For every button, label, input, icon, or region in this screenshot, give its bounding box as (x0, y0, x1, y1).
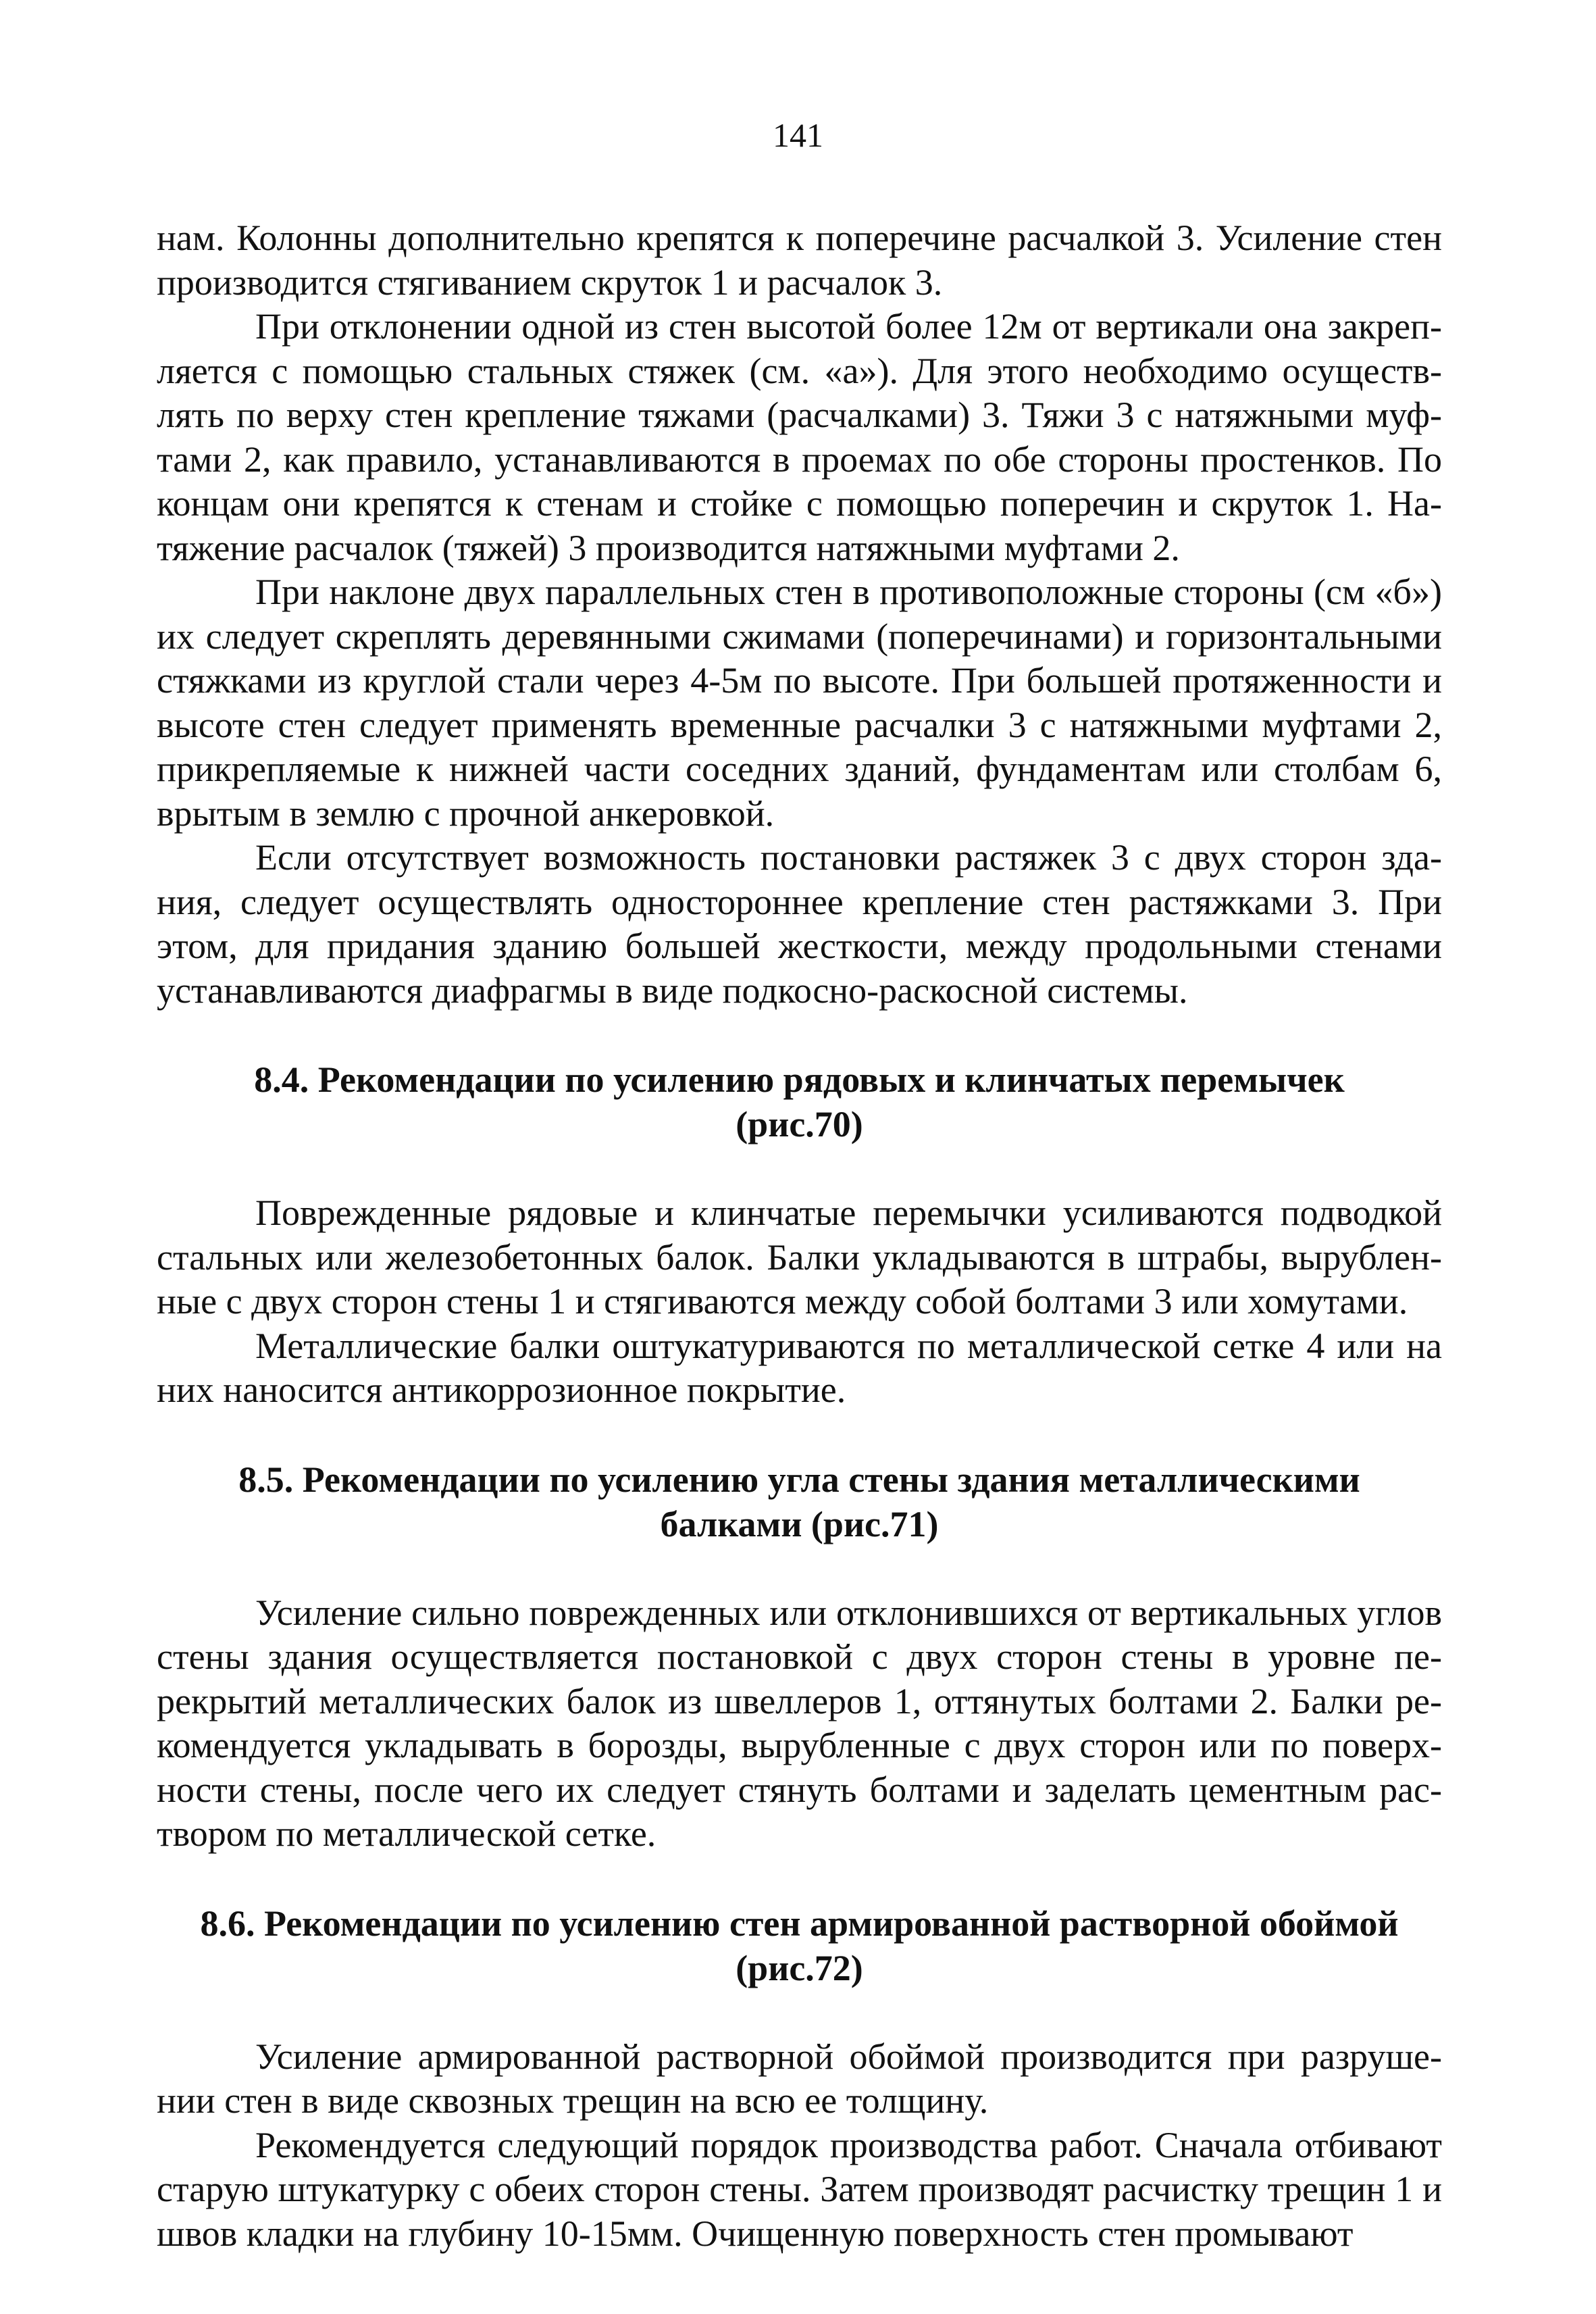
page-content (157, 216, 1442, 2256)
paragraph-lintels-reinforcement: Поврежденные рядовые и клинчатые перемычки усиливаются подводкой стальных или железобетонных балок. Балки укладываются в штрабы, вырубленные с двух сторон стены 1 и стягиваются между собой болтами 3 или хомутами. (157, 1192, 1442, 1322)
section-heading-8-5: 8.5. Рекомендации по усилению угла стены здания металлическими балками (рис.71) (238, 1459, 1360, 1544)
paragraph-work-order: Рекомендуется следующий порядок производства работ. Сначала отбивают старую штукатурку с обеих сторон стены. Затем производят расчистку трещин 1 и швов кладки на глубину 10-15мм. Очищенную поверхность стен промывают (157, 2124, 1442, 2254)
page-number: 141 (773, 116, 823, 154)
section-heading-8-4: 8.4. Рекомендации по усилению рядовых и клинчатых перемычек (рис.70) (254, 1059, 1345, 1145)
paragraph-continuation: нам. Колонны дополнительно крепятся к поперечине расчалкой 3. Усиление стен производится стягиванием скруток 1 и расчалок 3. (157, 218, 1442, 303)
paragraph-parallel-walls: При наклоне двух параллельных стен в противоположные стороны (см «б») их следует скреплять деревянными сжимами (поперечинами) и горизонтальными стяжками из круглой стали через 4-5м по высоте. При большей протяженности и высоте стен следует применять временные расчалки 3 с натяжными муфтами 2, прикрепляемые к нижней части соседних зданий, фундаментам или столбам 6, врытым в землю с прочной анкеровкой. (157, 572, 1442, 834)
paragraph-mortar-jacket: Усиление армированной растворной обоймой производится при разрушении стен в виде сквозных трещин на всю ее толщину. (157, 2036, 1442, 2121)
paragraph-wall-deviation: При отклонении одной из стен высотой более 12м от вертикали она закрепляется с помощью стальных стяжек (см. «а»). Для этого необходимо осуществлять по верху стен крепление тяжами (расчалками) 3. Тяжи 3 с натяжными муфтами 2, как правило, устанавливаются в проемах по обе стороны простенков. По концам они крепятся к стенам и стойке с помощью поперечин и скруток 1. Натяжение расчалок (тяжей) 3 производится натяжными муфтами 2. (157, 306, 1442, 568)
paragraph-corner-reinforcement: Усиление сильно поврежденных или отклонившихся от вертикальных углов стены здания осуществляется постановкой с двух сторон стены в уровне перекрытий металлических балок из швеллеров 1, оттянутых болтами 2. Балки рекомендуется укладывать в борозды, вырубленные с двух сторон или по поверхности стены, после чего их следует стянуть болтами и заделать цементным раствором по металлической сетке. (157, 1592, 1442, 1854)
paragraph-one-sided-bracing: Если отсутствует возможность постановки растяжек 3 с двух сторон здания, следует осуществлять одностороннее крепление стен растяжками 3. При этом, для придания зданию большей жесткости, между продольными стенами устанавливаются диафрагмы в виде подкосно-раскосной системы. (157, 837, 1442, 1011)
paragraph-lintels-coating: Металлические балки оштукатуриваются по металлической сетке 4 или на них наносится антикоррозионное покрытие. (157, 1325, 1442, 1410)
section-heading-8-6: 8.6. Рекомендации по усилению стен армированной растворной обоймой (рис.72) (200, 1903, 1399, 1988)
